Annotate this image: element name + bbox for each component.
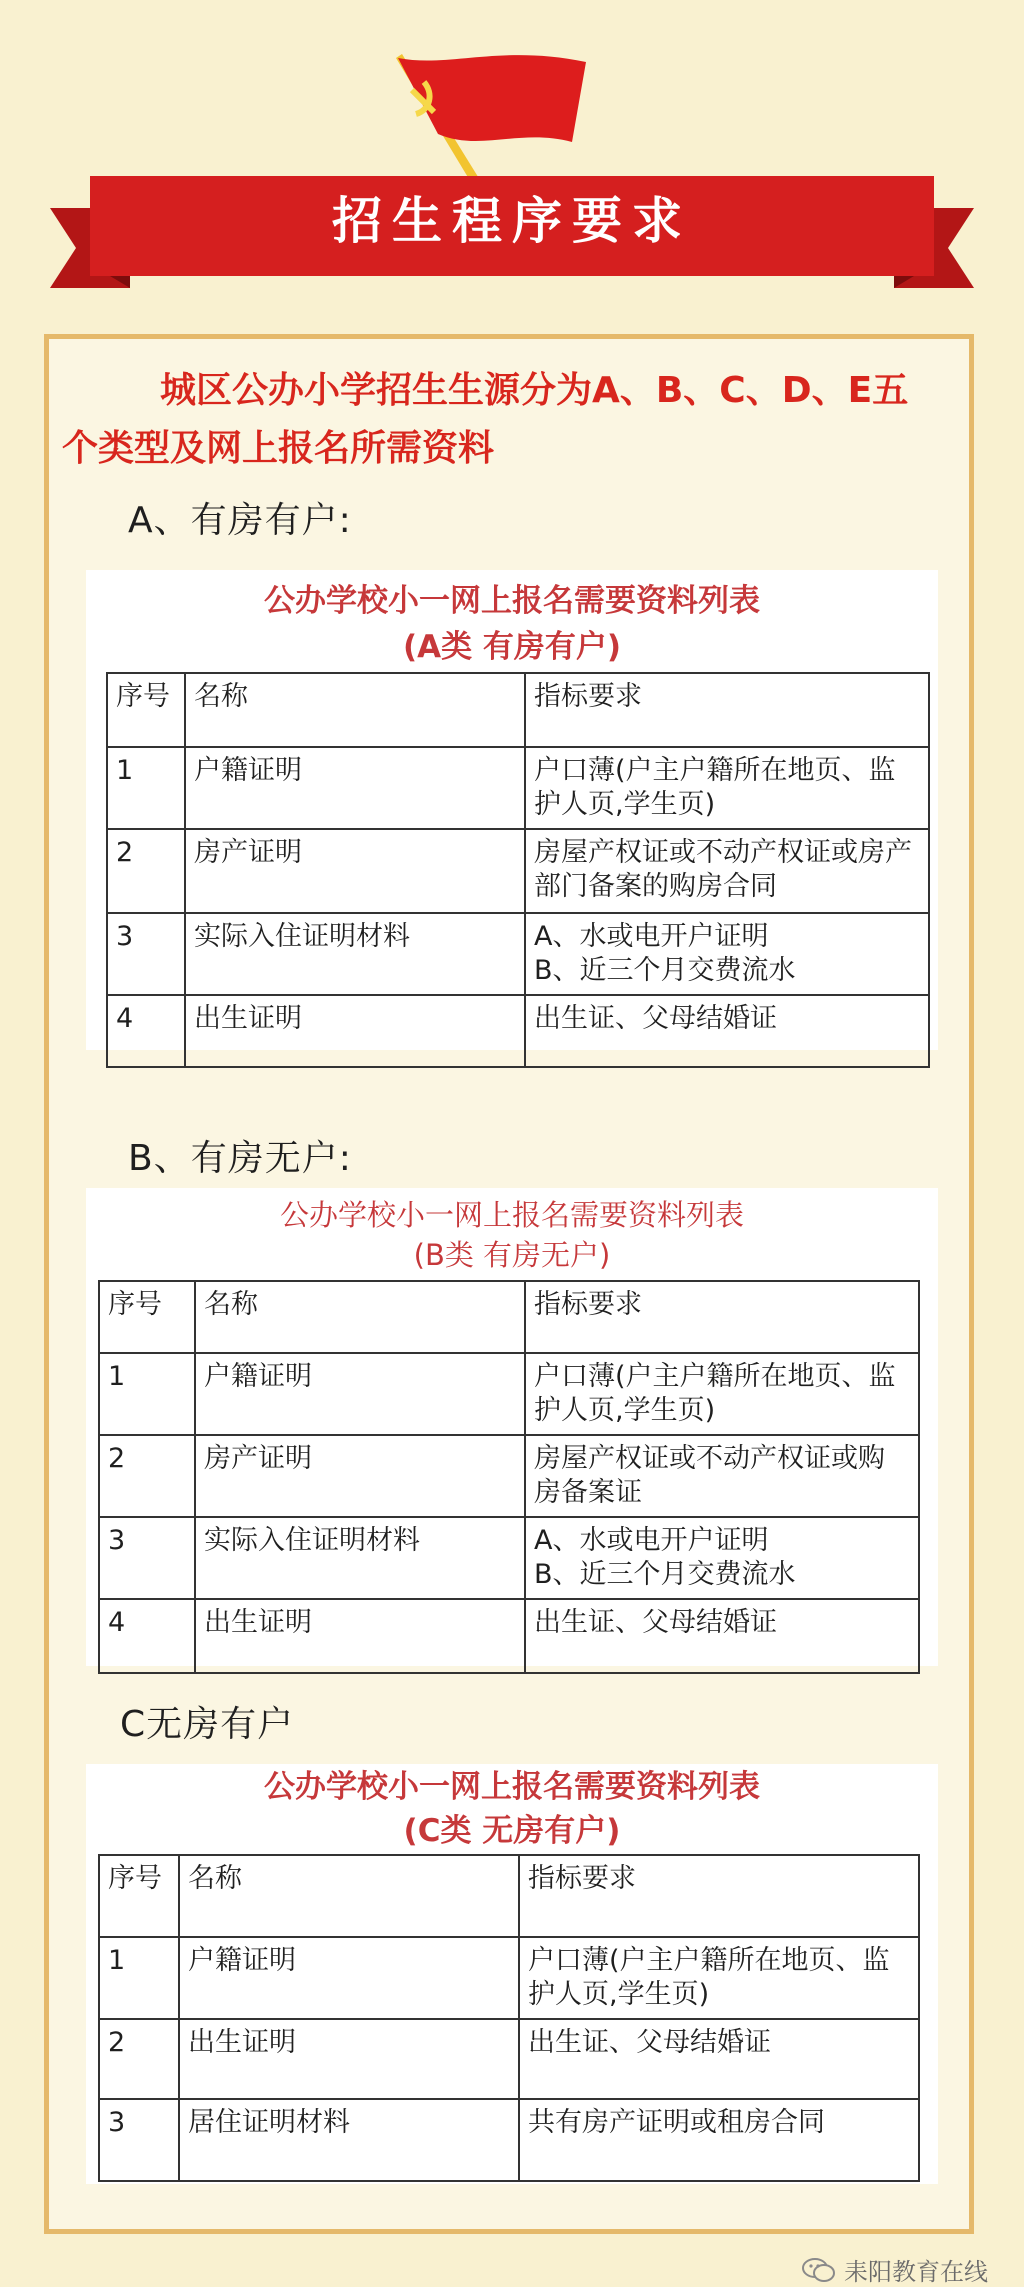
row-index: 3 (99, 2099, 179, 2181)
row-requirement: 出生证、父母结婚证 (525, 995, 929, 1067)
row-index: 2 (99, 1435, 195, 1517)
header-cell-index: 序号 (99, 1281, 195, 1353)
section-b-card (86, 1188, 938, 1666)
section-c-heading: C无房有户 (120, 1704, 295, 1745)
row-requirement: 出生证、父母结婚证 (519, 2019, 919, 2099)
row-name: 出生证明 (179, 2019, 519, 2099)
section-a-table-subtitle: (A类 有房有户) (402, 629, 622, 665)
row-requirement: 出生证、父母结婚证 (525, 1599, 919, 1673)
row-index: 2 (107, 829, 185, 913)
table-row (107, 913, 929, 995)
row-requirement: 户口薄(户主户籍所在地页、监护人页,学生页) (525, 1353, 919, 1435)
row-name: 房产证明 (185, 829, 525, 913)
row-name: 实际入住证明材料 (185, 913, 525, 995)
row-name: 实际入住证明材料 (195, 1517, 525, 1599)
row-name: 户籍证明 (195, 1353, 525, 1435)
row-name: 房产证明 (195, 1435, 525, 1517)
table-row (107, 995, 929, 1067)
table-header-row (99, 1855, 919, 1937)
party-flag-icon (390, 48, 590, 188)
intro-paragraph (62, 362, 962, 478)
header-cell-requirement: 指标要求 (525, 673, 929, 747)
table-header-row (99, 1281, 919, 1353)
table-row (99, 1937, 919, 2019)
row-requirement: A、水或电开户证明 B、近三个月交费流水 (525, 913, 929, 995)
section-b-table (98, 1280, 920, 1674)
footer-account-name: 耒阳教育在线 (844, 2258, 988, 2286)
section-b-table-subtitle: (B类 有房无户) (413, 1238, 611, 1272)
section-b-heading: B、有房无户: (128, 1138, 352, 1179)
table-row (107, 829, 929, 913)
intro-line-2: 个类型及网上报名所需资料 (62, 428, 495, 469)
row-index: 1 (107, 747, 185, 829)
row-requirement: A、水或电开户证明 B、近三个月交费流水 (525, 1517, 919, 1599)
row-requirement: 房屋产权证或不动产权证或房产部门备案的购房合同 (525, 829, 929, 913)
table-row (107, 747, 929, 829)
header-cell-requirement: 指标要求 (519, 1855, 919, 1937)
row-index: 2 (99, 2019, 179, 2099)
row-requirement: 共有房产证明或租房合同 (519, 2099, 919, 2181)
header-cell-index: 序号 (107, 673, 185, 747)
intro-line-1: 城区公办小学招生生源分为A、B、C、D、E五 (160, 370, 909, 411)
table-row (99, 1353, 919, 1435)
row-index: 4 (107, 995, 185, 1067)
header-cell-requirement: 指标要求 (525, 1281, 919, 1353)
row-requirement: 户口薄(户主户籍所在地页、监护人页,学生页) (519, 1937, 919, 2019)
section-a-heading: A、有房有户: (128, 500, 352, 541)
row-name: 出生证明 (195, 1599, 525, 1673)
row-name: 出生证明 (185, 995, 525, 1067)
header-cell-name: 名称 (195, 1281, 525, 1353)
row-index: 3 (99, 1517, 195, 1599)
table-row (99, 2019, 919, 2099)
header-cell-name: 名称 (179, 1855, 519, 1937)
section-c-table-subtitle: (C类 无房有户) (403, 1813, 621, 1849)
row-requirement: 房屋产权证或不动产权证或购房备案证 (525, 1435, 919, 1517)
section-a-table (106, 672, 930, 1068)
row-index: 1 (99, 1937, 179, 2019)
row-name: 户籍证明 (185, 747, 525, 829)
row-index: 1 (99, 1353, 195, 1435)
header-cell-name: 名称 (185, 673, 525, 747)
section-a-card (86, 570, 938, 1050)
row-name: 户籍证明 (179, 1937, 519, 2019)
row-requirement: 户口薄(户主户籍所在地页、监护人页,学生页) (525, 747, 929, 829)
row-name: 居住证明材料 (179, 2099, 519, 2181)
table-header-row (107, 673, 929, 747)
wechat-icon (802, 2257, 836, 2283)
row-index: 3 (107, 913, 185, 995)
section-c-table (98, 1854, 920, 2182)
page-title: 招生程序要求 (332, 192, 692, 250)
row-index: 4 (99, 1599, 195, 1673)
table-row (99, 2099, 919, 2181)
section-b-table-title: 公办学校小一网上报名需要资料列表 (279, 1198, 744, 1232)
section-c-table-title: 公办学校小一网上报名需要资料列表 (264, 1769, 760, 1805)
table-row (99, 1517, 919, 1599)
header-cell-index: 序号 (99, 1855, 179, 1937)
section-a-table-title: 公办学校小一网上报名需要资料列表 (264, 583, 760, 619)
section-c-card (86, 1764, 938, 2184)
table-row (99, 1599, 919, 1673)
table-row (99, 1435, 919, 1517)
footer-watermark (802, 2252, 988, 2287)
